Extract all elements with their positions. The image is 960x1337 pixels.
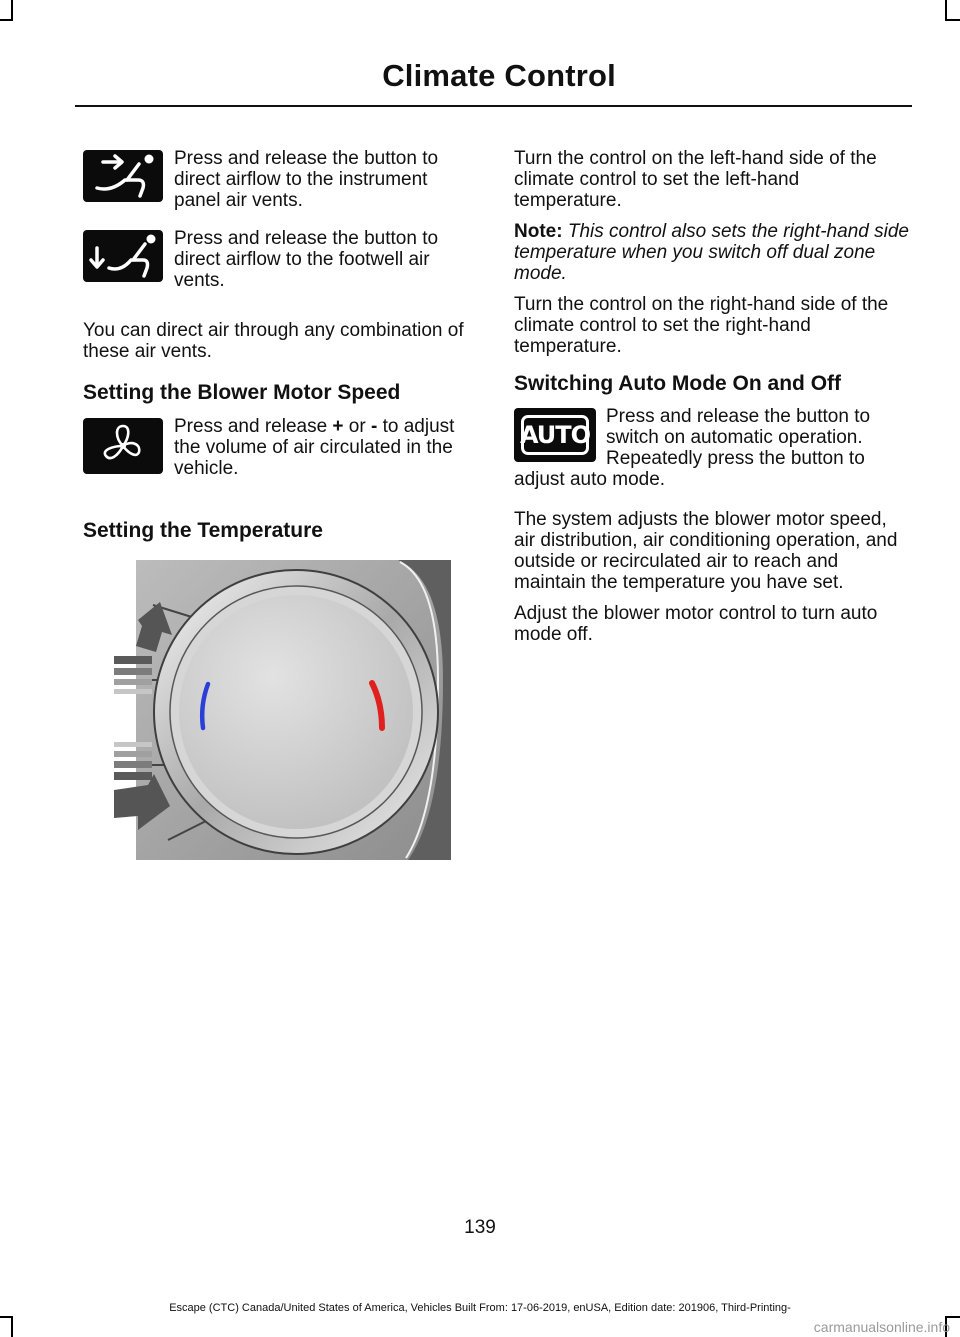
blower-text-middle: or [343,416,371,437]
footer-text: Escape (CTC) Canada/United States of America, Vehicles Built From: 17-06-2019, enUSA, Edition date: 201906, Third-Printing- [169,1302,791,1314]
left-temp-paragraph: Turn the control on the left-hand side of the climate control to set the left-hand temperature. [514,148,877,211]
blower-text [174,416,478,479]
temperature-heading: Setting the Temperature [83,519,323,542]
header-divider [75,105,912,107]
blower-row [83,416,478,512]
crop-mark-bottom-left-v [11,1317,13,1337]
note-label: Note: [514,221,563,242]
temperature-control-illustration [108,560,453,860]
blower-text-before: Press and release [174,416,333,437]
crop-mark-top-right-h [945,19,960,21]
crop-mark-top-right-v [945,0,947,20]
right-temp-paragraph: Turn the control on the right-hand side of the climate control to set the right-hand temperature. [514,294,889,357]
footwell-row [83,228,478,318]
instrument-panel-airflow-icon [83,150,163,202]
blower-text-after: to adjust the volume of air circulated in the vehicle. [174,416,455,479]
footwell-text: Press and release the button to direct airflow to the footwell air vents. [174,228,439,291]
crop-mark-top-left-h [0,19,13,21]
right-column [514,148,909,645]
minus-symbol: - [370,416,378,437]
watermark: carmanualsonline.info [813,1319,950,1335]
auto-paragraph: Press and release the button to switch on automatic operation. Repeatedly press the button to adjust auto mode. [514,406,871,490]
instrument-panel-row [83,148,478,228]
note-text: This control also sets the right-hand side temperature when you switch off dual zone mode. [514,221,909,284]
left-column [83,148,478,544]
crop-mark-bottom-right-h [945,1316,960,1318]
page-number: 139 [464,1217,496,1238]
page-title: Climate Control [382,58,616,93]
crop-mark-top-left-v [11,0,13,20]
note-paragraph [514,221,909,284]
system-paragraph: The system adjusts the blower motor speed, air distribution, air conditioning operation, and outside or recirculated air to reach and maintain the temperature you have set. [514,509,898,593]
auto-heading: Switching Auto Mode On and Off [514,372,842,395]
blower-off-paragraph: Adjust the blower motor control to turn auto mode off. [514,603,878,645]
auto-icon-label: AUTO [519,421,591,449]
plus-symbol: + [332,416,344,437]
crop-mark-bottom-left-h [0,1316,13,1318]
fan-icon [83,418,163,474]
auto-row [514,406,909,490]
blower-heading: Setting the Blower Motor Speed [83,381,401,404]
instrument-panel-text: Press and release the button to direct airflow to the instrument panel air vents. [174,148,439,211]
footwell-airflow-icon [83,230,163,282]
combination-paragraph: You can direct air through any combination of these air vents. [83,320,464,362]
auto-icon [514,408,596,462]
